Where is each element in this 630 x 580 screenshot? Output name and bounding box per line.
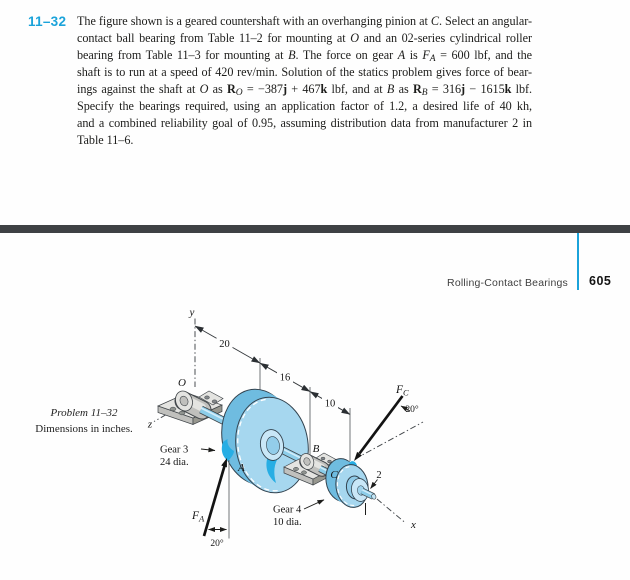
fa-arrowhead [221, 458, 227, 467]
z-axis-label: z [147, 418, 153, 431]
x-axis-label: x [411, 519, 416, 531]
problem-number: 11–32 [28, 14, 67, 29]
figure-caption-subtitle: Dimensions in inches. [35, 423, 133, 435]
fc-angle-label: 20° [405, 405, 419, 415]
fa-angle-label: 20° [210, 539, 224, 549]
running-head-title: Rolling-Contact Bearings [447, 277, 568, 289]
point-label-c: C [330, 469, 338, 481]
gear4-caption-line2: 10 dia. [273, 517, 302, 528]
point-label-a: A [238, 462, 245, 474]
figure-caption-title: Problem 11–32 [50, 407, 118, 419]
y-axis-label: y [189, 306, 195, 319]
gear4-disk [323, 456, 371, 509]
force-fa-label: $F_A$ [192, 510, 205, 524]
force-fc-label: $F_C$ [396, 384, 409, 398]
force-fa [191, 458, 229, 549]
dim-16-label: 16 [279, 372, 291, 384]
gear4-caption [273, 500, 324, 528]
x-axis-line [377, 499, 405, 523]
problem-statement: The figure shown is a geared countershaft with an overhanging pinion at C. Select an angular- contact ball bearing from Table 11–2 for mounting at O and an 02-series cylindrical roller bearing from Table 11–3 for mounting at B. The force on gear A is $F_A = 600$ lbf, and the shaft is to run at a speed of 420 rev/min. Solution of the statics problem gives force of bear- ings against the shaft at O as $R_O = -387j + 467k$ lbf, and at B as $R_B = 316j - 1615k$ lbf. Specify the bearings required, using an application factor of 1.2, a desired life of 40 kh, and a combined reliability goal of 0.95, assuming distribution data from manufacturer 2 in Table 11–6. [77, 14, 533, 147]
page-number: 605 [589, 274, 612, 288]
point-label-o: O [178, 377, 186, 389]
figure-caption [26, 405, 142, 437]
gear3-caption-line2: 24 dia. [160, 457, 189, 468]
section-divider-bar [0, 225, 630, 233]
dim-20-label: 20 [219, 339, 230, 350]
gear3-caption-line1: Gear 3 [160, 444, 189, 456]
force-fc [354, 384, 419, 461]
point-label-b: B [312, 443, 320, 455]
countershaft-figure [130, 305, 480, 575]
gear3-caption [160, 445, 215, 469]
dim-2-label: 2 [376, 470, 382, 481]
running-head-rule [577, 233, 579, 290]
gear4-caption-line1: Gear 4 [273, 504, 302, 516]
dim-10-label: 10 [324, 398, 336, 410]
fc-reference-line [355, 422, 423, 459]
